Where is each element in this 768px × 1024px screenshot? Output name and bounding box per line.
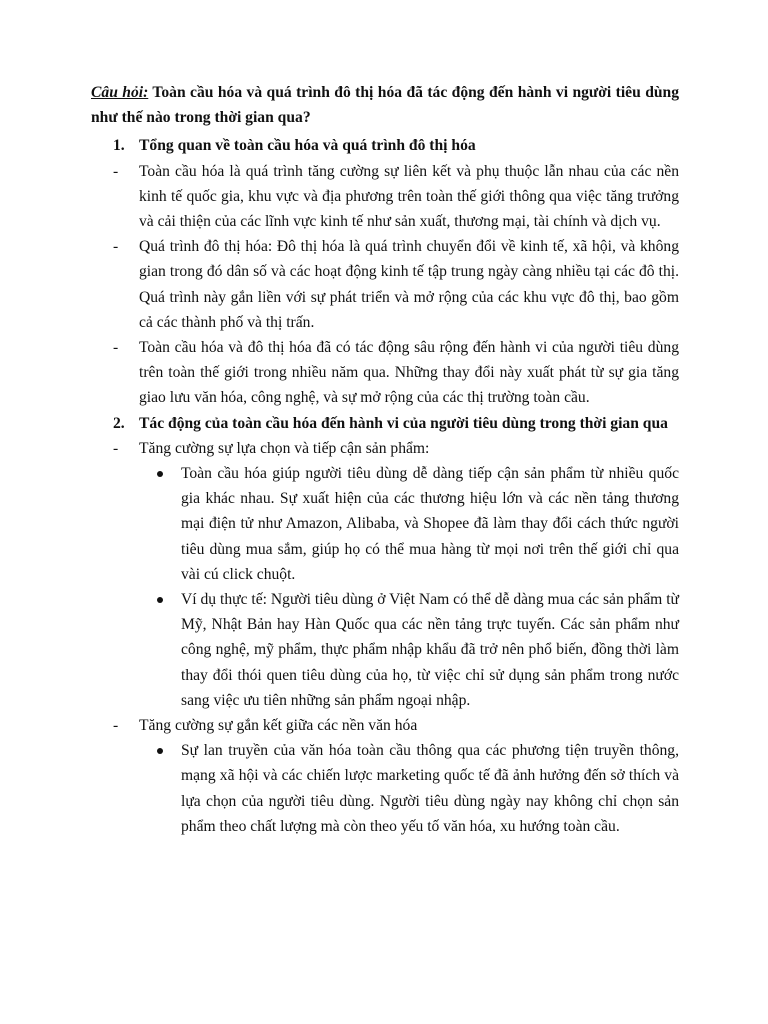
section-number: 2.: [113, 414, 125, 432]
bullet-list-item: [91, 461, 679, 587]
section-title: Tác động của toàn cầu hóa đến hành vi của người tiêu dùng trong thời gian qua: [139, 414, 668, 432]
bullet-dot-icon: [157, 471, 163, 477]
question-paragraph: [91, 80, 679, 130]
question-label: Câu hỏi:: [91, 84, 149, 101]
dash-list-item: [91, 713, 679, 738]
list-item-text: Toàn cầu hóa là quá trình tăng cường sự liên kết và phụ thuộc lẫn nhau của các nền kinh tế quốc gia, khu vực và địa phương trên toàn thế giới thông qua việc tăng trưởng và cải thiện của các lĩnh vực kinh tế như sản xuất, thương mại, tài chính và dịch vụ.: [139, 162, 679, 231]
bullet-dot-icon: [157, 597, 163, 603]
section-heading-1: [91, 133, 679, 158]
bullet-text: Ví dụ thực tế: Người tiêu dùng ở Việt Nam có thể dễ dàng mua các sản phẩm từ Mỹ, Nhật Bản hay Hàn Quốc qua các nền tảng trực tuyến. Các sản phẩm như công nghệ, mỹ phẩm, thực phẩm nhập khẩu đã trở nên phổ biến, đồng thời làm thay đổi thói quen tiêu dùng của họ, từ việc chỉ sử dụng sản phẩm trong nước sang việc ưu tiên những sản phẩm ngoại nhập.: [181, 591, 679, 709]
bullet-text: Sự lan truyền của văn hóa toàn cầu thông qua các phương tiện truyền thông, mạng xã hội và các chiến lược marketing quốc tế đã ảnh hưởng đến sở thích và lựa chọn của người tiêu dùng. Người tiêu dùng ngày nay không chỉ chọn sản phẩm theo chất lượng mà còn theo yếu tố văn hóa, xu hướng toàn cầu.: [181, 742, 679, 835]
dash-list-item: [91, 335, 679, 411]
list-item-text: Tăng cường sự gắn kết giữa các nền văn hóa: [139, 717, 418, 735]
dash-list-item: [91, 234, 679, 335]
list-item-text: Toàn cầu hóa và đô thị hóa đã có tác động sâu rộng đến hành vi của người tiêu dùng trên toàn thế giới trong nhiều năm qua. Những thay đổi này xuất phát từ sự gia tăng giao lưu văn hóa, công nghệ, và sự mở rộng của các thị trường toàn cầu.: [139, 339, 679, 407]
dash-marker: -: [113, 717, 119, 735]
dash-list-item: [91, 159, 679, 235]
dash-marker: -: [113, 238, 119, 256]
bullet-text: Toàn cầu hóa giúp người tiêu dùng dễ dàng tiếp cận sản phẩm từ nhiều quốc gia khác nhau. Sự xuất hiện của các thương hiệu lớn và các nền tảng thương mại điện tử như Amazon, Alibaba, và Shopee đã làm thay đổi cách thức người tiêu dùng mua sắm, giúp họ có thể mua hàng từ mọi nơi trên thế giới chỉ qua vài cú click chuột.: [181, 465, 679, 583]
dash-marker: -: [113, 339, 119, 357]
question-text: Toàn cầu hóa và quá trình đô thị hóa đã tác động đến hành vi người tiêu dùng như thế nào trong thời gian qua?: [91, 84, 680, 127]
dash-list-item: [91, 436, 679, 461]
list-item-text: Quá trình đô thị hóa: Đô thị hóa là quá trình chuyển đổi về kinh tế, xã hội, và không gian trong đó dân số và các hoạt động kinh tế tập trung ngày càng nhiều tại các đô thị. Quá trình này gắn liền với sự phát triển và mở rộng của các khu vực đô thị, bao gồm cả các thành phố và thị trấn.: [139, 238, 679, 331]
section-number: 1.: [113, 137, 125, 155]
section-heading-2: [91, 411, 679, 436]
bullet-list-item: [91, 738, 679, 839]
dash-marker: -: [113, 439, 119, 457]
bullet-dot-icon: [157, 748, 163, 754]
document-page: [91, 80, 679, 839]
dash-marker: -: [113, 162, 119, 180]
section-title: Tổng quan về toàn cầu hóa và quá trình đô thị hóa: [139, 137, 476, 155]
bullet-list-item: [91, 587, 679, 713]
list-item-text: Tăng cường sự lựa chọn và tiếp cận sản phẩm:: [139, 439, 430, 457]
